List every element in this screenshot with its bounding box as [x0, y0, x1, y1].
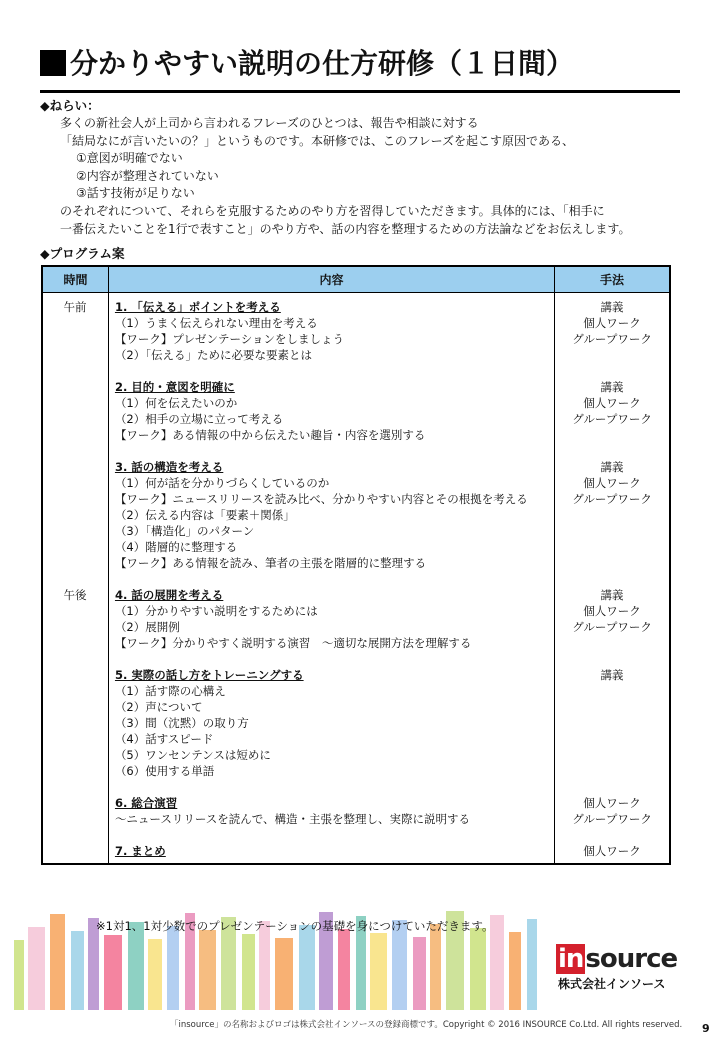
method-label: 個人ワーク	[583, 604, 641, 618]
footnote: ※1対1、1対少数でのプレゼンテーションの基礎を身につけていただきます。	[96, 919, 494, 933]
method-label: 個人ワーク	[583, 796, 641, 810]
content-line: （1）何を伝えたいのか	[114, 396, 238, 410]
black-square-icon	[40, 50, 66, 76]
method-label: 講義	[600, 668, 624, 682]
content-line: 【ワーク】分かりやすく説明する演習 ～適切な展開方法を理解する	[114, 636, 472, 650]
content-line: （6）使用する単語	[114, 764, 215, 778]
aim-line: ③話す技術が足りない	[76, 186, 195, 201]
book-spine	[104, 935, 122, 1010]
book-spine	[167, 926, 179, 1010]
book-spine	[28, 927, 45, 1010]
time-afternoon: 午後	[63, 588, 87, 602]
book-spine	[148, 939, 162, 1010]
book-spine	[71, 931, 84, 1010]
content-line: （1）うまく伝えられない理由を考える	[114, 316, 318, 330]
program-heading: ◆プログラム案	[40, 246, 125, 261]
book-spine	[14, 940, 24, 1010]
method-label: 講義	[600, 300, 624, 314]
method-label: 個人ワーク	[583, 476, 641, 490]
content-line: （5）ワンセンテンスは短めに	[114, 748, 271, 762]
content-line: （1）話す際の心構え	[114, 684, 226, 698]
content-line: 【ワーク】ニュースリリースを読み比べ、分かりやすい内容とその根拠を考える	[114, 492, 528, 506]
company-name: 株式会社インソース	[558, 977, 666, 991]
content-cell	[109, 293, 554, 863]
aim-line: 一番伝えたいことを1行で表すこと」のやり方や、話の内容を整理するための方法論などをお伝えします。	[60, 221, 631, 236]
content-line: （2）伝える内容は「要素＋関係」	[114, 508, 295, 522]
book-spine	[413, 937, 426, 1010]
book-spine	[470, 928, 486, 1010]
section-heading: 2. 目的・意図を明確に	[114, 380, 235, 394]
book-spine	[509, 932, 521, 1010]
time-morning: 午前	[63, 300, 87, 314]
section-heading: 3. 話の構造を考える	[114, 460, 224, 474]
book-spine	[128, 922, 144, 1010]
section-heading: 6. 総合演習	[114, 796, 178, 810]
book-spine	[338, 929, 350, 1010]
method-label: 個人ワーク	[583, 844, 641, 858]
method-label: 講義	[600, 380, 624, 394]
content-line: （4）話すスピード	[114, 732, 214, 746]
section-heading: 5. 実際の話し方をトレーニングする	[114, 668, 304, 682]
book-spine	[527, 919, 537, 1010]
program-table	[41, 265, 671, 865]
aim-line: のそれぞれについて、それらを克服するためのやり方を習得していただきます。具体的には、「相手に	[60, 203, 605, 218]
book-spine	[275, 938, 293, 1010]
method-label: グループワーク	[572, 332, 652, 346]
insource-logo	[556, 944, 682, 994]
method-label: 講義	[600, 460, 624, 474]
book-spine	[430, 924, 441, 1010]
aim-heading: ◆ねらい：	[40, 98, 100, 113]
logo-wordmark	[556, 944, 677, 974]
content-line: （2）「伝える」ために必要な要素とは	[114, 348, 313, 362]
method-label: グループワーク	[572, 492, 652, 506]
content-line: ～ニュースリリースを読んで、構造・主張を整理し、実際に説明する	[114, 812, 471, 826]
book-spine	[199, 930, 216, 1010]
aim-line: 多くの新社会人が上司から言われるフレーズのひとつは、報告や相談に対する	[60, 116, 479, 130]
book-spine	[50, 914, 65, 1010]
content-line: 【ワーク】ある情報を読み、筆者の主張を階層的に整理する	[114, 556, 427, 570]
book-spine	[242, 934, 255, 1010]
copyright: 「insource」の名称およびロゴは株式会社インソースの登録商標です。Copyright © 2016 INSOURCE Co.Ltd. All rights reserved.	[170, 1020, 683, 1030]
page-title-text: 分かりやすい説明の仕方研修（１日間）	[70, 47, 575, 80]
page-title	[40, 44, 680, 93]
section-heading: 4. 話の展開を考える	[114, 588, 224, 602]
aim-line: ①意図が明確でない	[76, 151, 183, 166]
logo-source: source	[585, 944, 678, 974]
table-header-row	[42, 266, 670, 293]
content-line: 【ワーク】プレゼンテーションをしましょう	[114, 332, 345, 346]
method-label: グループワーク	[572, 620, 652, 634]
method-label: グループワーク	[572, 812, 652, 826]
book-spine	[299, 925, 315, 1010]
content-line: （4）階層的に整理する	[114, 540, 238, 554]
aim-line: ②内容が整理されていない	[76, 168, 219, 183]
method-label: グループワーク	[572, 412, 652, 426]
method-label: 講義	[600, 588, 624, 602]
column-header-content: 内容	[108, 266, 554, 293]
content-line: （3）「構造化」のパターン	[114, 524, 255, 538]
book-spine	[259, 921, 270, 1010]
column-header-method: 手法	[555, 266, 670, 293]
content-line: （2）相手の立場に立って考える	[114, 412, 284, 426]
content-line: （2）声について	[114, 700, 203, 714]
aim-line: 「結局なにが言いたいの？」というものです。本研修では、このフレーズを起こす原因である、	[60, 133, 574, 148]
table-row	[42, 293, 670, 865]
book-spine	[370, 933, 387, 1010]
content-line: （1）分かりやすい説明をするためには	[114, 604, 318, 618]
method-cell	[555, 293, 669, 863]
content-line: （2）展開例	[114, 620, 180, 634]
time-cell	[43, 293, 108, 863]
method-label: 個人ワーク	[583, 316, 641, 330]
column-header-time: 時間	[42, 266, 108, 293]
section-heading: 1. 「伝える」ポイントを考える	[114, 300, 281, 314]
section-heading: 7. まとめ	[114, 844, 166, 858]
aim-body	[60, 115, 680, 238]
logo-in: in	[558, 944, 584, 974]
page-number: 9	[702, 1022, 710, 1035]
content-line: （3）間（沈黙）の取り方	[114, 716, 249, 730]
content-line: 【ワーク】ある情報の中から伝えたい趣旨・内容を選別する	[114, 428, 426, 442]
method-label: 個人ワーク	[583, 396, 641, 410]
content-line: （1）何が話を分かりづらくしているのか	[114, 476, 330, 490]
